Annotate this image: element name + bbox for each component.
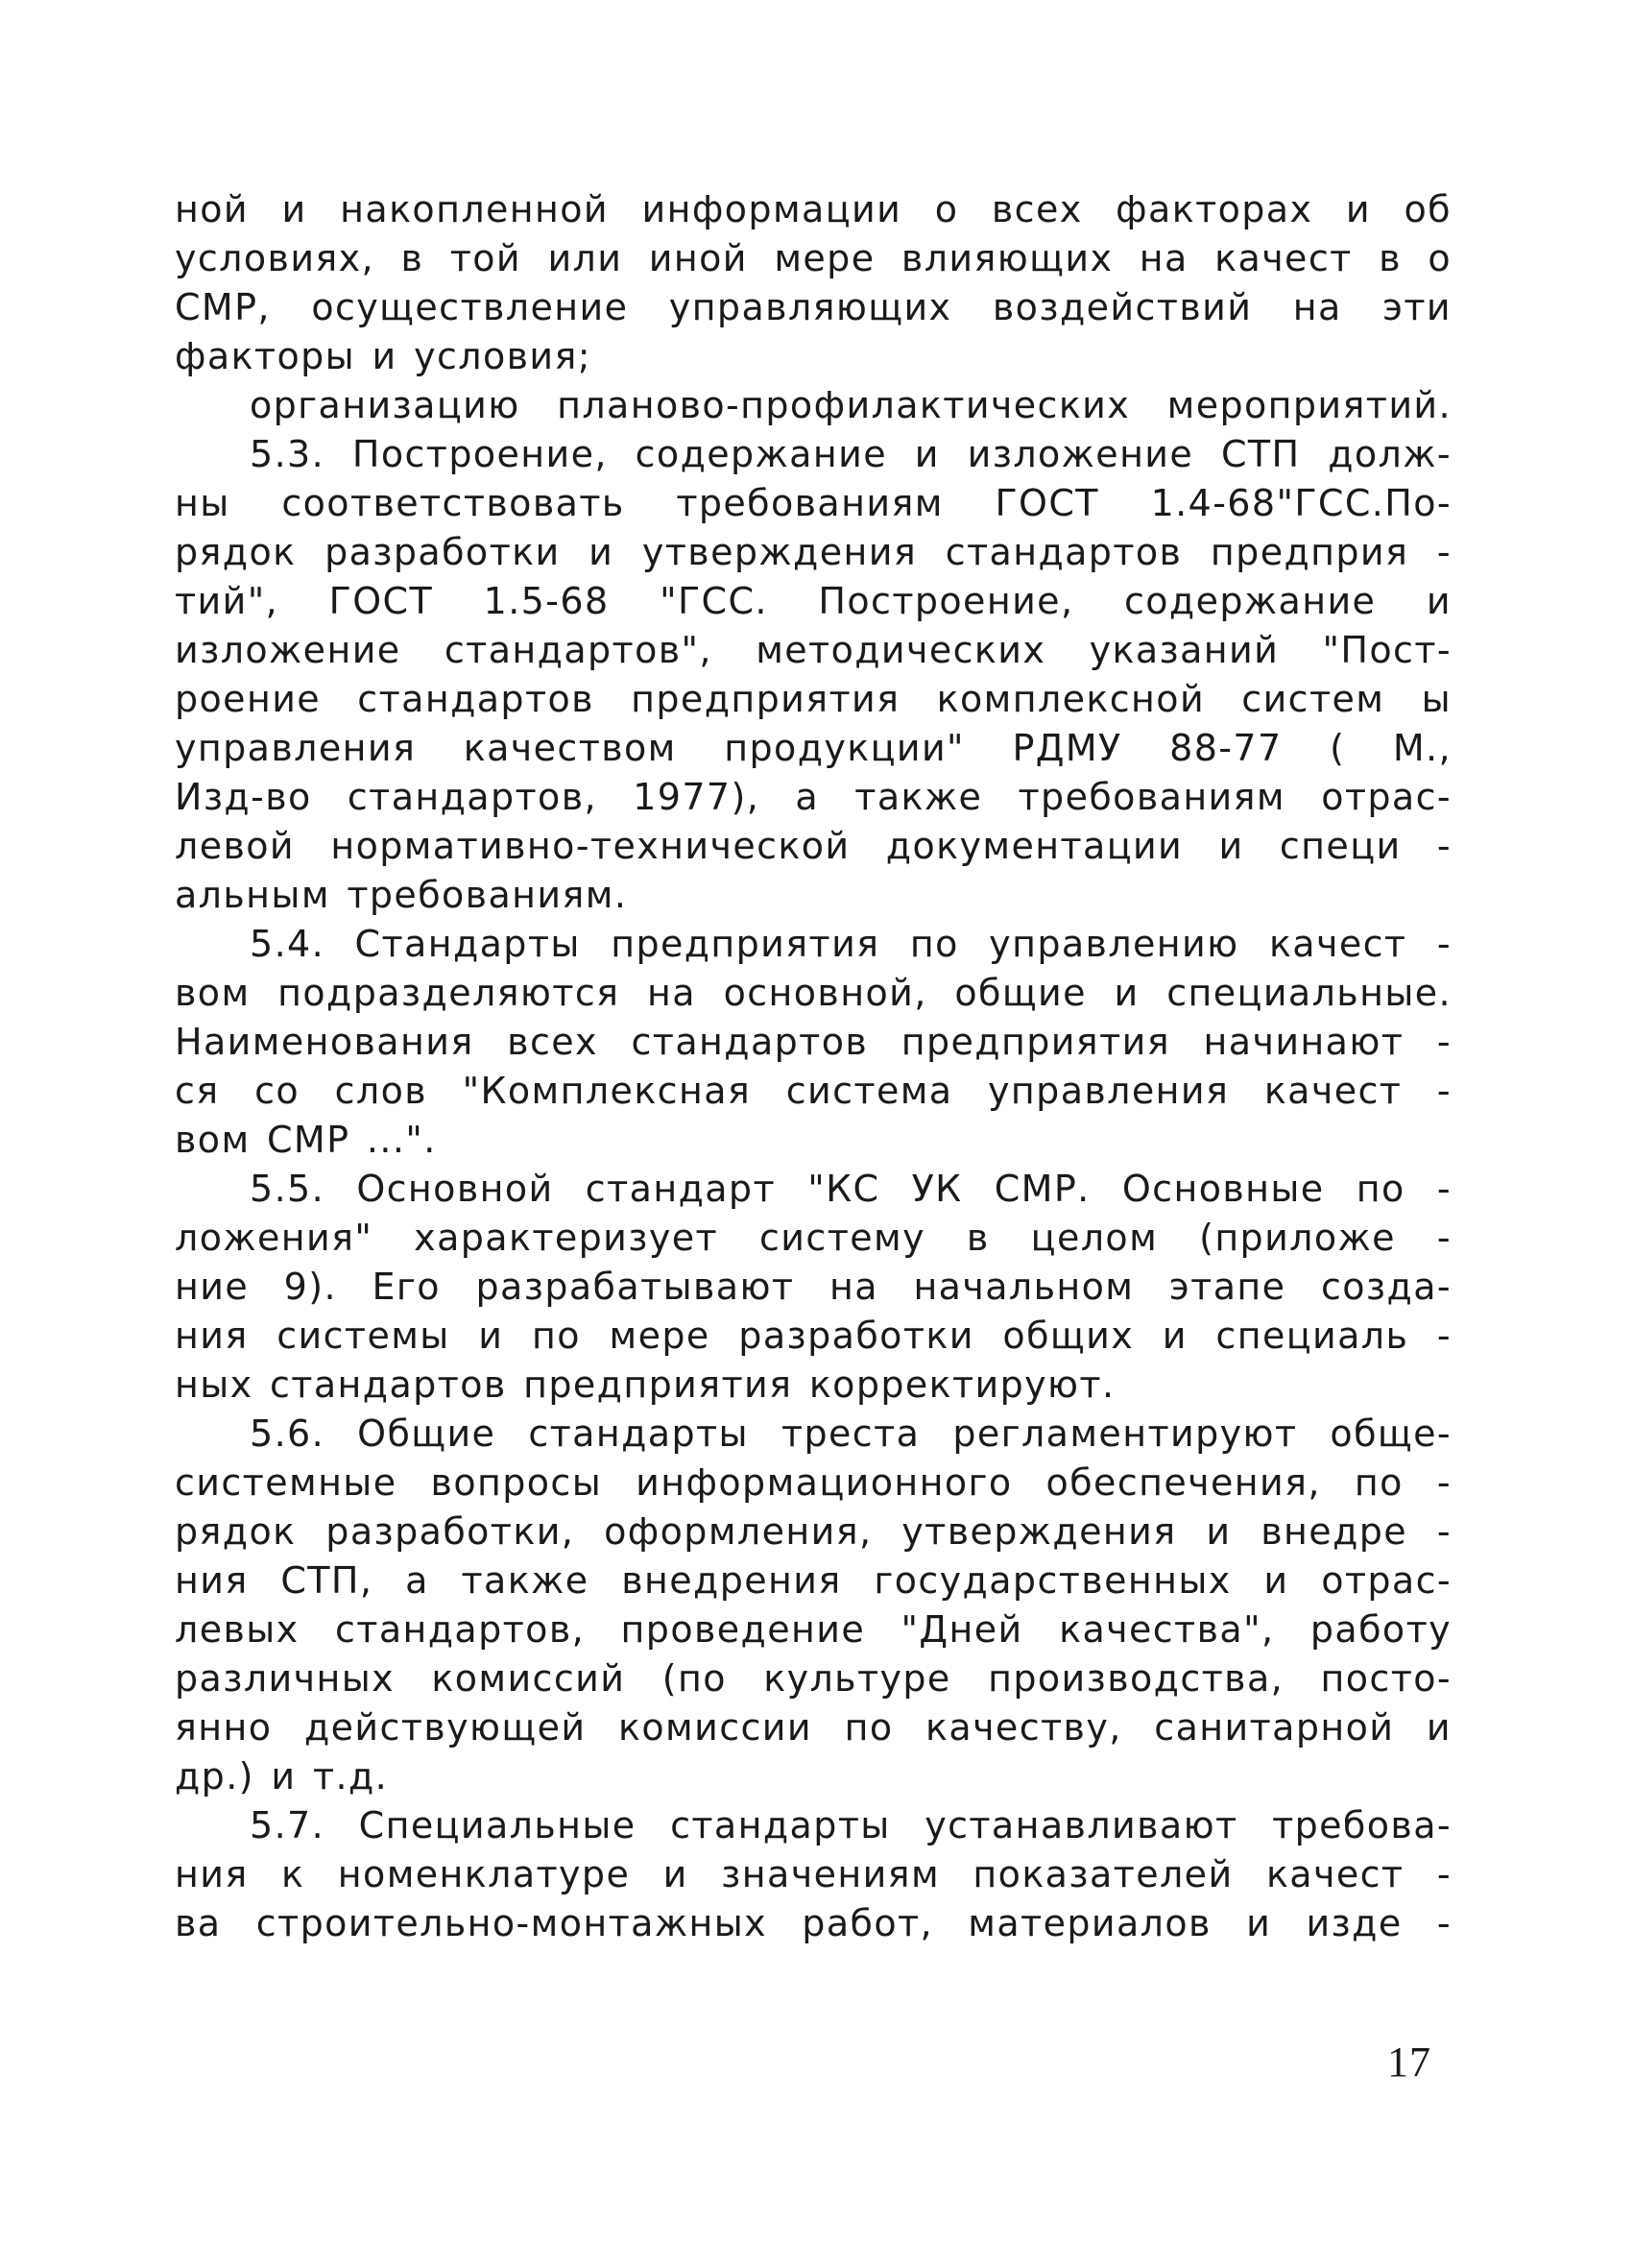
text-line: рядок разработки и утверждения стандартов предприя -	[175, 531, 1452, 573]
paragraph-5-3-start: 5.3. Построение, содержание и изложение СТП долж-	[250, 433, 1452, 475]
paragraph-5-5-start: 5.5. Основной стандарт "КС УК СМР. Основные по -	[250, 1168, 1452, 1210]
text-line: ние 9). Его разрабатывают на начальном этапе созда-	[175, 1266, 1452, 1308]
text-line: ных стандартов предприятия корректируют.	[175, 1363, 1116, 1406]
text-line: альным требованиям.	[175, 874, 628, 916]
text-line: левой нормативно-технической документации и специ -	[175, 825, 1452, 867]
body-text	[175, 185, 1452, 1948]
page-number: 17	[1387, 2039, 1431, 2086]
text-line: организацию планово-профилактических мероприятий.	[250, 384, 1452, 426]
paragraph-5-6-start: 5.6. Общие стандарты треста регламентируют обще-	[250, 1412, 1452, 1455]
text-line: различных комиссий (по культуре производства, посто-	[175, 1657, 1452, 1700]
text-line: системные вопросы информационного обеспечения, по -	[175, 1461, 1452, 1504]
paragraph-5-4-start: 5.4. Стандарты предприятия по управлению качест -	[250, 923, 1452, 965]
text-line: ны соответствовать требованиям ГОСТ 1.4-68"ГСС.По-	[175, 482, 1452, 524]
text-line: СМР, осуществление управляющих воздействий на эти	[175, 286, 1452, 328]
text-line: ния СТП, а также внедрения государственных и отрас-	[175, 1559, 1452, 1602]
text-line: ния системы и по мере разработки общих и специаль -	[175, 1315, 1452, 1357]
text-line: левых стандартов, проведение "Дней качества", работу	[175, 1608, 1452, 1651]
text-line: Изд-во стандартов, 1977), а также требованиям отрас-	[175, 776, 1452, 818]
text-line: факторы и условия;	[175, 335, 591, 377]
text-line: ся со слов "Комплексная система управления качест -	[175, 1070, 1452, 1112]
text-line: ва строительно-монтажных работ, материалов и изде -	[175, 1902, 1452, 1944]
paragraph-5-7-start: 5.7. Специальные стандарты устанавливают требова-	[250, 1804, 1452, 1846]
text-line: вом подразделяются на основной, общие и специальные.	[175, 972, 1452, 1014]
text-line: вом СМР ...".	[175, 1119, 437, 1161]
text-line: Наименования всех стандартов предприятия начинают -	[175, 1021, 1452, 1063]
text-line: ной и накопленной информации о всех факторах и об	[175, 188, 1452, 230]
text-line: др.) и т.д.	[175, 1755, 389, 1798]
text-line: ложения" характеризует систему в целом (приложе -	[175, 1217, 1452, 1259]
text-line: управления качеством продукции" РДМУ 88-77 ( М.,	[175, 727, 1452, 769]
text-line: тий", ГОСТ 1.5-68 "ГСС. Построение, содержание и	[175, 580, 1452, 622]
text-line: рядок разработки, оформления, утверждения и внедре -	[175, 1510, 1452, 1553]
text-line: изложение стандартов", методических указаний "Пост-	[175, 629, 1452, 671]
text-line: ния к номенклатуре и значениям показателей качест -	[175, 1853, 1452, 1895]
text-line: янно действующей комиссии по качеству, санитарной и	[175, 1706, 1452, 1749]
text-line: условиях, в той или иной мере влияющих на качест в о	[175, 237, 1452, 279]
text-line: роение стандартов предприятия комплексной систем ы	[175, 678, 1452, 720]
